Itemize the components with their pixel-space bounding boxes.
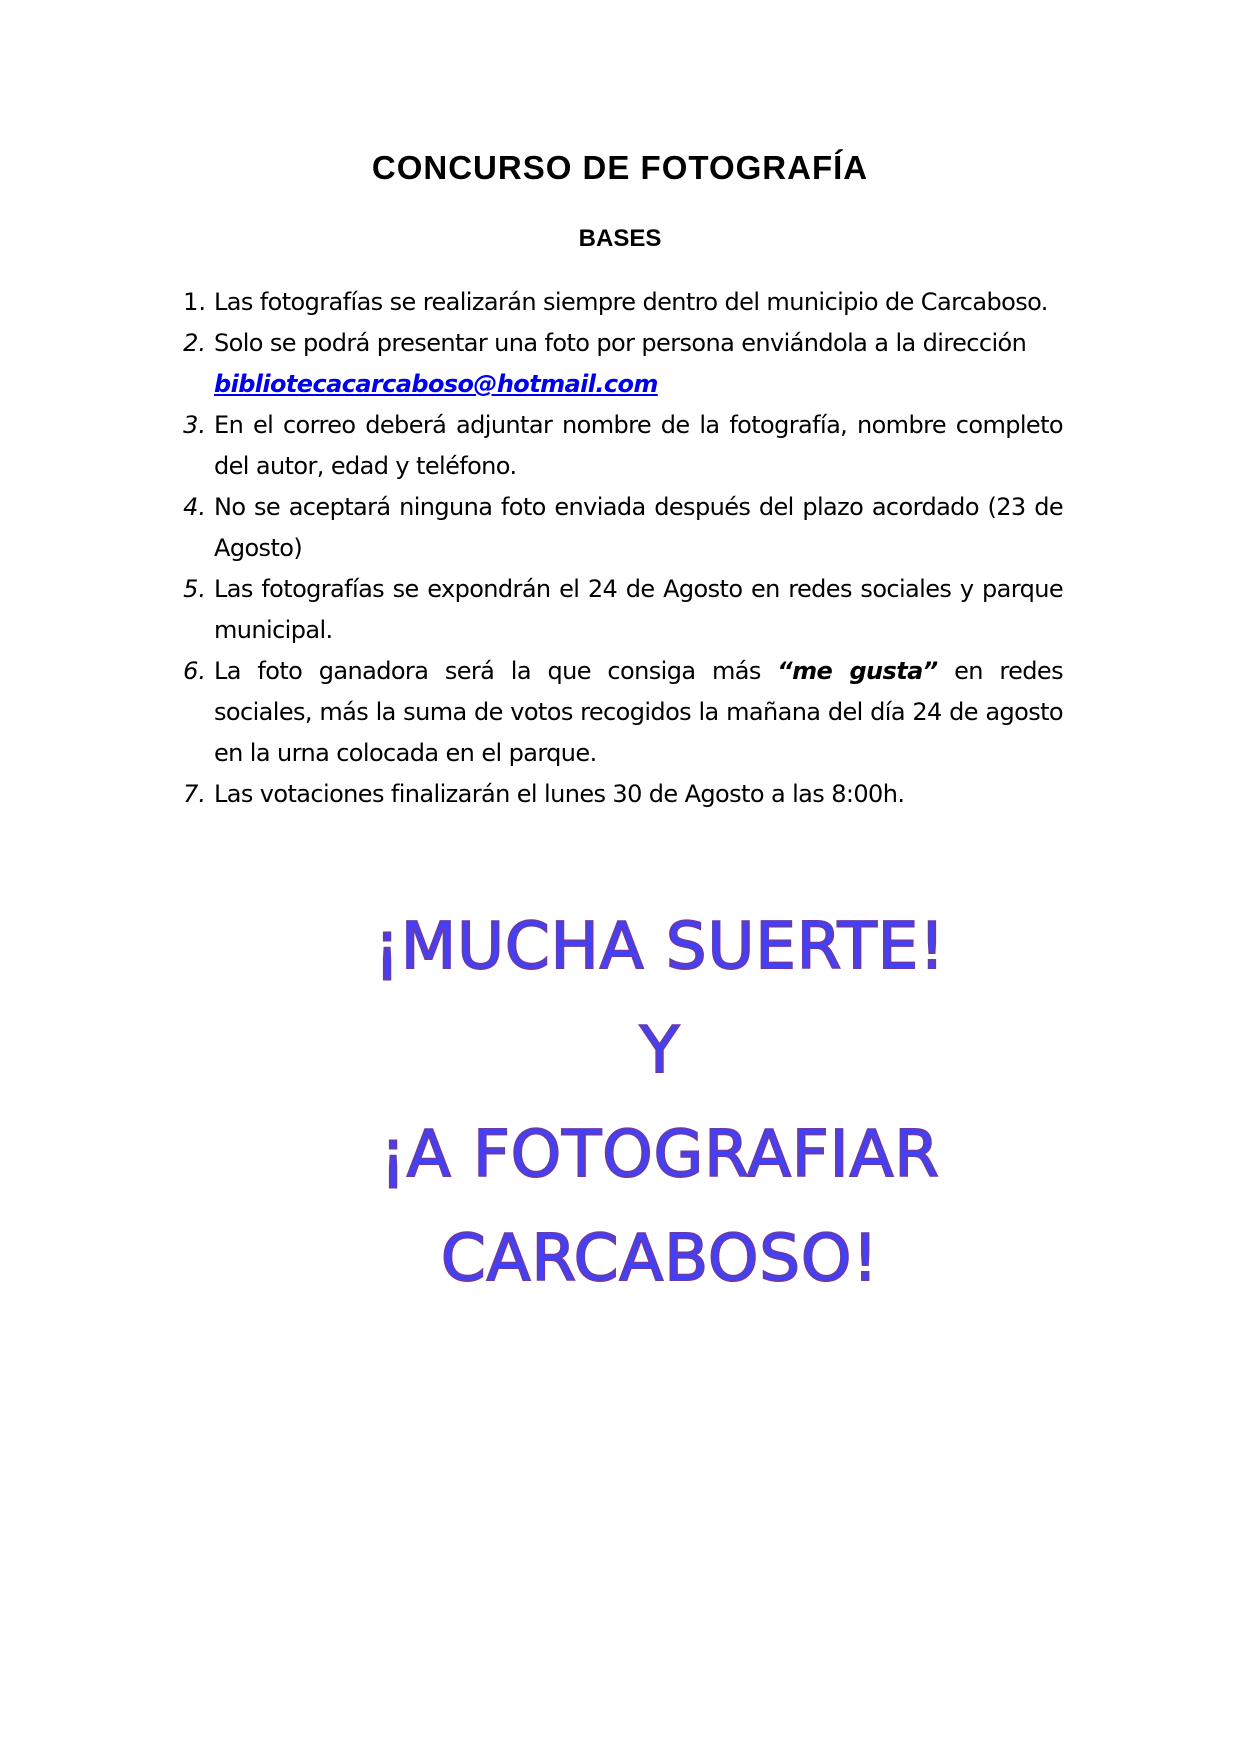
rule-item-3 bbox=[183, 405, 1063, 487]
section-heading-bases: BASES bbox=[578, 225, 662, 252]
rules-list bbox=[183, 282, 1063, 815]
rule-number: 6. bbox=[183, 657, 206, 685]
rule-number: 3. bbox=[183, 411, 206, 439]
rule-number: 4. bbox=[183, 493, 206, 521]
rule-text: En el correo deberá adjuntar nombre de la fotografía, nombre completo del autor, edad y teléfono. bbox=[214, 411, 1063, 480]
rule-item-4 bbox=[183, 487, 1063, 569]
rule-item-6 bbox=[183, 651, 1063, 774]
closing-line-3: ¡A FOTOGRAFIAR bbox=[380, 1118, 940, 1192]
page-title: CONCURSO DE FOTOGRAFÍA bbox=[371, 149, 869, 186]
rule-text-after: en redes sociales, más la suma de votos recogidos la mañana del día 24 de agosto en la urna colocada en el parque. bbox=[214, 657, 1063, 767]
rule-text: No se aceptará ninguna foto enviada después del plazo acordado (23 de Agosto) bbox=[214, 493, 1063, 562]
rule-number: 2. bbox=[183, 329, 206, 357]
closing-line-2: Y bbox=[639, 1014, 681, 1088]
email-link[interactable]: bibliotecacarcaboso@hotmail.com bbox=[214, 370, 658, 398]
rule-item-7 bbox=[183, 774, 1063, 815]
rule-item-1 bbox=[183, 282, 1063, 323]
closing-line-4: CARCABOSO! bbox=[440, 1222, 880, 1296]
rule-item-5 bbox=[183, 569, 1063, 651]
rule-text: Las fotografías se realizarán siempre dentro del municipio de Carcaboso. bbox=[214, 288, 1048, 316]
rule-text: Solo se podrá presentar una foto por persona enviándola a la dirección bbox=[214, 329, 1027, 357]
rule-text-before: La foto ganadora será la que consiga más bbox=[214, 657, 778, 685]
rule-emphasis: “me gusta” bbox=[777, 657, 938, 685]
rule-text: Las votaciones finalizarán el lunes 30 de Agosto a las 8:00h. bbox=[214, 780, 905, 808]
closing-line-1: ¡MUCHA SUERTE! bbox=[374, 910, 946, 984]
closing-message bbox=[280, 895, 1040, 1311]
rule-number: 1. bbox=[183, 288, 206, 316]
rule-text: Las fotografías se expondrán el 24 de Agosto en redes sociales y parque municipal. bbox=[214, 575, 1063, 644]
rule-number: 5. bbox=[183, 575, 206, 603]
rule-item-2 bbox=[183, 323, 1063, 405]
rule-number: 7. bbox=[183, 780, 206, 808]
